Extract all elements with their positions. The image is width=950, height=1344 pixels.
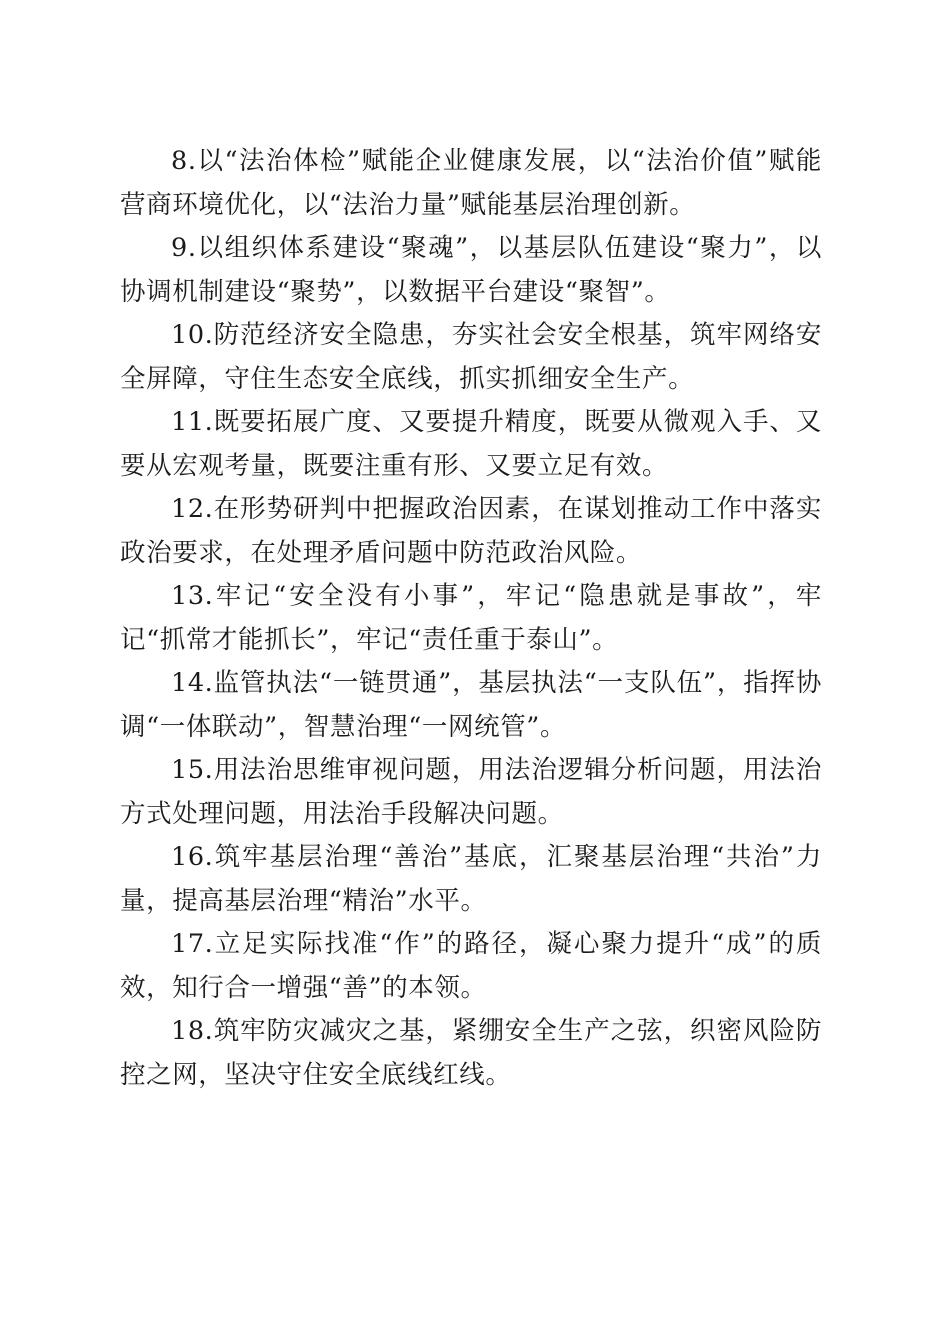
paragraph-item-11: 11.既要拓展广度、又要提升精度，既要从微观入手、又要从宏观考量，既要注重有形、又要立足有效。 xyxy=(120,407,822,481)
paragraph-item-8: 8.以“法治体检”赋能企业健康发展，以“法治价值”赋能营商环境优化，以“法治力量”赋能基层治理创新。 xyxy=(120,146,822,220)
paragraph-item-15: 15.用法治思维审视问题，用法治逻辑分析问题，用法治方式处理问题，用法治手段解决问题。 xyxy=(120,755,822,829)
paragraph-item-14: 14.监管执法“一链贯通”，基层执法“一支队伍”，指挥协调“一体联动”，智慧治理“一网统管”。 xyxy=(120,668,822,742)
paragraph-item-9: 9.以组织体系建设“聚魂”，以基层队伍建设“聚力”，以协调机制建设“聚势”，以数据平台建设“聚智”。 xyxy=(120,233,822,307)
paragraph-item-17: 17.立足实际找准“作”的路径，凝心聚力提升“成”的质效，知行合一增强“善”的本领。 xyxy=(120,929,822,1003)
paragraph-item-10: 10.防范经济安全隐患，夯实社会安全根基，筑牢网络安全屏障，守住生态安全底线，抓实抓细安全生产。 xyxy=(120,320,822,394)
paragraph-item-18: 18.筑牢防灾减灾之基，紧绷安全生产之弦，织密风险防控之网，坚决守住安全底线红线。 xyxy=(120,1016,822,1090)
paragraph-item-12: 12.在形势研判中把握政治因素，在谋划推动工作中落实政治要求，在处理矛盾问题中防范政治风险。 xyxy=(120,494,822,568)
paragraph-item-13: 13.牢记“安全没有小事”，牢记“隐患就是事故”，牢记“抓常才能抓长”，牢记“责任重于泰山”。 xyxy=(120,581,822,655)
paragraph-item-16: 16.筑牢基层治理“善治”基底，汇聚基层治理“共治”力量，提高基层治理“精治”水平。 xyxy=(120,842,822,916)
document-body xyxy=(120,140,822,1097)
